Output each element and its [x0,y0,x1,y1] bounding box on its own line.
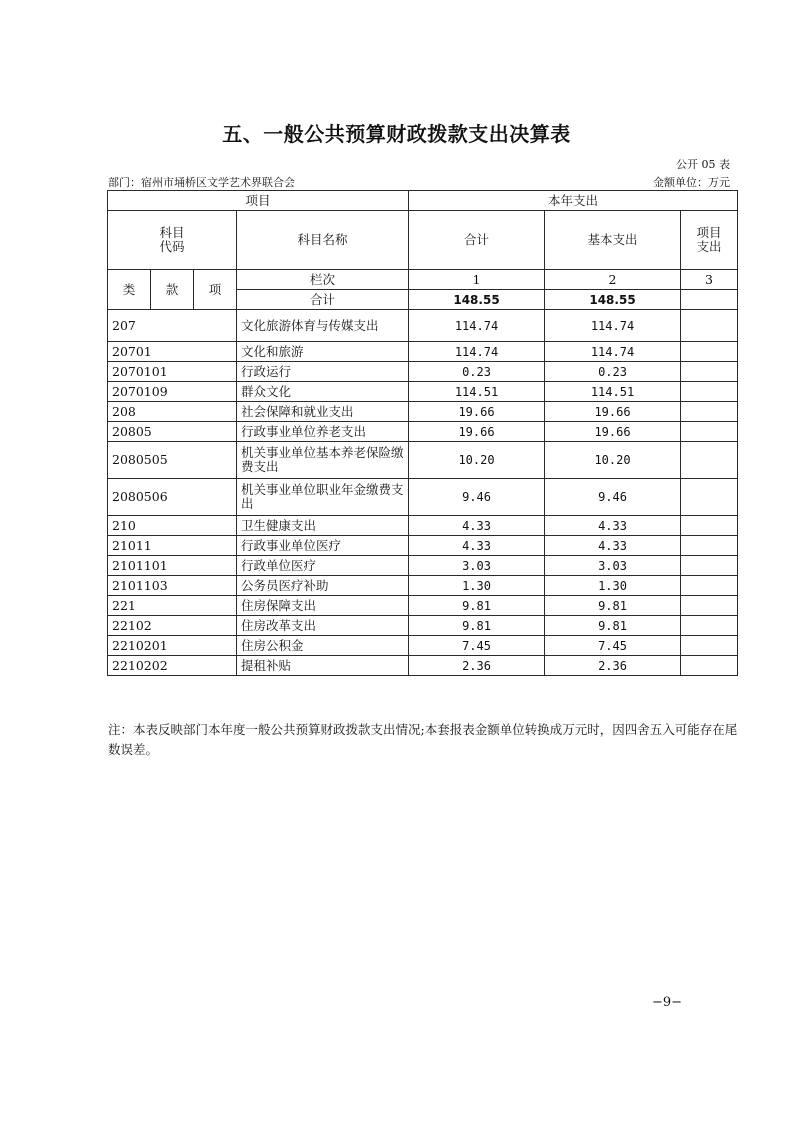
row-code: 208 [108,402,237,422]
row-project [681,636,738,656]
sum-project [681,290,738,310]
row-name: 行政事业单位养老支出 [237,422,409,442]
row-basic: 4.33 [545,536,681,556]
table-row [108,656,738,676]
row-basic: 114.74 [545,342,681,362]
header-kuan: 款 [151,270,194,310]
row-total: 19.66 [409,422,545,442]
table-row [108,402,738,422]
table-header-row [108,270,738,290]
row-total: 4.33 [409,536,545,556]
row-code: 2210201 [108,636,237,656]
table-row [108,342,738,362]
row-code: 20701 [108,342,237,362]
header-project-line1: 项目 [696,225,722,240]
table-row [108,362,738,382]
row-code: 2070109 [108,382,237,402]
row-total: 114.51 [409,382,545,402]
table-row [108,422,738,442]
footnote: 注：本表反映部门本年度一般公共预算财政拨款支出情况;本套报表金额单位转换成万元时，因四舍五入可能存在尾数误差。 [108,722,738,757]
row-code: 22102 [108,616,237,636]
header-total: 合计 [409,211,545,270]
table-row [108,382,738,402]
row-basic: 114.51 [545,382,681,402]
row-total: 0.23 [409,362,545,382]
row-project [681,422,738,442]
row-total: 19.66 [409,402,545,422]
row-project [681,616,738,636]
header-col2: 2 [545,270,681,290]
row-basic: 3.03 [545,556,681,576]
amount-unit-label: 金额单位：万元 [653,176,730,189]
header-column-no: 栏次 [237,270,409,290]
row-code: 2101101 [108,556,237,576]
row-name: 住房公积金 [237,636,409,656]
sum-label: 合计 [237,290,409,310]
row-name: 提租补贴 [237,656,409,676]
department-label: 部门：宿州市埇桥区文学艺术界联合会 [108,176,295,189]
table-row [108,556,738,576]
row-name: 社会保障和就业支出 [237,402,409,422]
row-total: 7.45 [409,636,545,656]
table-header-row [108,211,738,270]
header-name: 科目名称 [237,211,409,270]
row-name: 公务员医疗补助 [237,576,409,596]
row-code: 2070101 [108,362,237,382]
row-project [681,402,738,422]
table-row [108,596,738,616]
row-total: 9.81 [409,596,545,616]
row-basic: 1.30 [545,576,681,596]
row-basic: 19.66 [545,422,681,442]
row-basic: 9.81 [545,596,681,616]
row-code: 20805 [108,422,237,442]
row-project [681,310,738,342]
page-number: −9− [652,995,683,1010]
row-name: 住房保障支出 [237,596,409,616]
table-row [108,310,738,342]
row-code: 207 [108,310,237,342]
row-basic: 7.45 [545,636,681,656]
row-total: 9.81 [409,616,545,636]
page-title: 五、一般公共预算财政拨款支出决算表 [222,122,571,146]
header-lei: 类 [108,270,151,310]
row-project [681,536,738,556]
row-code: 2080506 [108,479,237,516]
row-project [681,342,738,362]
header-project-line2: 支出 [696,239,722,254]
row-name: 行政单位医疗 [237,556,409,576]
row-name: 机关事业单位职业年金缴费支出 [237,479,409,516]
row-name: 文化和旅游 [237,342,409,362]
row-project [681,516,738,536]
row-project [681,382,738,402]
row-total: 3.03 [409,556,545,576]
row-project [681,576,738,596]
table-row [108,442,738,479]
row-basic: 9.46 [545,479,681,516]
row-code: 21011 [108,536,237,556]
header-col3: 3 [681,270,738,290]
header-code-line2: 代码 [159,239,185,254]
table-row [108,636,738,656]
row-project [681,479,738,516]
table-row [108,516,738,536]
header-basic: 基本支出 [545,211,681,270]
row-project [681,442,738,479]
header-this-year: 本年支出 [409,191,738,211]
row-name: 行政运行 [237,362,409,382]
row-total: 114.74 [409,342,545,362]
table-row [108,536,738,556]
table-row [108,616,738,636]
row-basic: 2.36 [545,656,681,676]
row-code: 2210202 [108,656,237,676]
row-name: 住房改革支出 [237,616,409,636]
row-name: 机关事业单位基本养老保险缴费支出 [237,442,409,479]
row-basic: 9.81 [545,616,681,636]
row-total: 114.74 [409,310,545,342]
row-basic: 0.23 [545,362,681,382]
row-total: 10.20 [409,442,545,479]
row-name: 文化旅游体育与传媒支出 [237,310,409,342]
row-name: 群众文化 [237,382,409,402]
sum-basic: 148.55 [545,290,681,310]
row-project [681,556,738,576]
row-total: 4.33 [409,516,545,536]
row-basic: 19.66 [545,402,681,422]
table-row [108,576,738,596]
budget-table [107,190,738,676]
row-code: 210 [108,516,237,536]
row-name: 卫生健康支出 [237,516,409,536]
header-xiang: 项 [194,270,237,310]
row-name: 行政事业单位医疗 [237,536,409,556]
row-total: 2.36 [409,656,545,676]
row-basic: 10.20 [545,442,681,479]
row-total: 9.46 [409,479,545,516]
header-project [681,211,738,270]
form-number: 公开 05 表 [676,158,730,171]
row-project [681,656,738,676]
row-project [681,596,738,616]
row-code: 2080505 [108,442,237,479]
row-basic: 114.74 [545,310,681,342]
header-code [108,211,237,270]
row-code: 2101103 [108,576,237,596]
table-body [108,310,738,676]
table-row [108,479,738,516]
row-code: 221 [108,596,237,616]
table-header-row [108,191,738,211]
header-code-line1: 科目 [159,225,185,240]
sum-total: 148.55 [409,290,545,310]
row-total: 1.30 [409,576,545,596]
header-col1: 1 [409,270,545,290]
row-basic: 4.33 [545,516,681,536]
header-item: 项目 [108,191,409,211]
row-project [681,362,738,382]
